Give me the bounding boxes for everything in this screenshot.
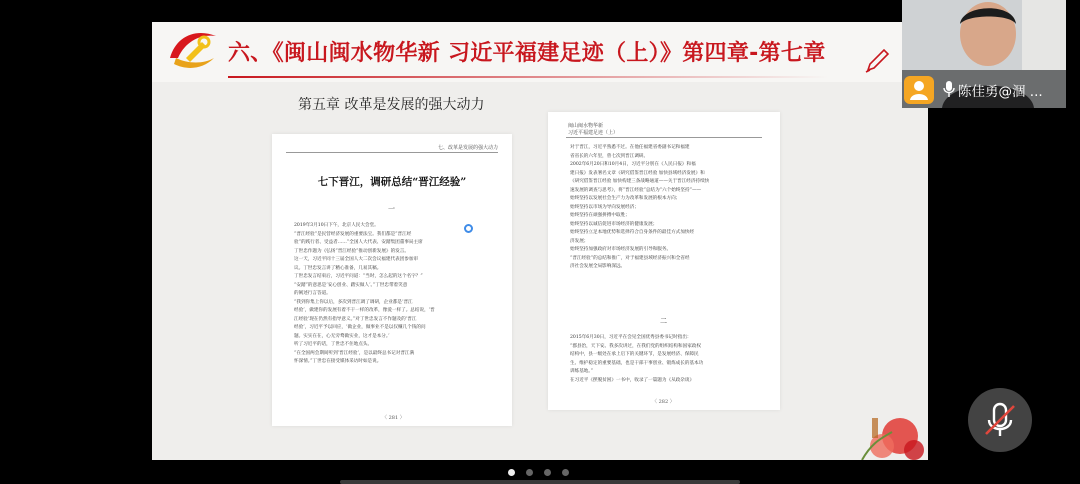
paragraph-line: 始终坚持以诚信促进市场经济的健康发展； — [570, 221, 658, 227]
paragraph-line: 生、维护稳定的重要基础，也是干部干事创业、锻炼成长的基本功 — [570, 360, 704, 366]
pen-icon — [864, 48, 890, 74]
paragraph-line: 《研究借鉴晋江经验 加快构建三条战略通道——关于晋江经济持续快 — [570, 179, 710, 184]
paragraph-line: “我到你集上你以后，多次到晋江调了调研，企业都是‘晋江 — [294, 299, 413, 305]
paragraph-line: 训练基地。” — [570, 369, 594, 374]
slide-title: 六、《闽山闽水物华新 习近平福建足迹（上）》第四章-第七章 — [228, 41, 826, 66]
paragraph-line: 在习近平《摆脱贫困》一书中，收录了一篇题为《从政杂谈》 — [570, 377, 695, 383]
paragraph-line: 经验’，做建你的发展有着不干一样的改革，像爱一样了。总结说，‘晋 — [294, 308, 435, 313]
paragraph-line: 议。丁世忠发言讲了精心准备，几易其稿。 — [294, 265, 382, 271]
body-text — [570, 144, 764, 272]
paragraph-line: “安踏”的意思是‘安心创业、踏实做人’。”丁世忠带着笑意 — [294, 282, 408, 288]
page-number: 〈 281 〉 — [382, 415, 405, 421]
paragraph-line: 2002年6月20日和10月4日，习近平分别在《人民日报》和福 — [570, 162, 696, 167]
paragraph-line: 始终坚持在顽强拼搏中取胜； — [570, 213, 630, 218]
section-number: 二 — [660, 317, 667, 325]
party-emblem-icon — [166, 28, 220, 74]
shared-slide — [152, 22, 928, 460]
body-text — [570, 334, 764, 385]
avatar — [904, 76, 934, 104]
microphone-icon — [943, 80, 955, 98]
paragraph-line: “在全国两会期间听到‘晋江经验’，是以最终总书记对晋江满 — [294, 350, 415, 356]
paragraph-line: 建日报》发表署名文章《研究借鉴晋江经验 加快县域经济发展》和 — [570, 170, 705, 176]
paragraph-line: 的阐述行言答道。 — [294, 291, 331, 296]
paragraph-line: 听了习近平的话，丁世忠不住地点头。 — [294, 342, 373, 347]
paragraph-line: 始终坚持加强政府对市场经济发展的引导和服务。 — [570, 247, 672, 252]
paragraph-line: 速发展的调查与思考》，将“晋江经验”总结为“六个始终坚持”—— — [570, 187, 702, 193]
paragraph-line: 怀深情。”丁世忠在接受媒体采访时如是说。 — [294, 359, 382, 364]
paragraph-line: 2019年3月10日下午，北京人民大会堂。 — [294, 223, 379, 228]
paragraph-line: 结构中，县一级处在承上启下的关键环节，是发展经济、保障民 — [570, 352, 699, 357]
page-dot[interactable] — [544, 469, 551, 476]
header-rule — [228, 76, 828, 78]
paragraph-line: 2015年6月30日，习近平在会见全国优秀县委书记时指出： — [570, 335, 692, 340]
decorative-flower-icon — [852, 402, 928, 460]
home-indicator — [340, 480, 740, 484]
page-rule — [566, 137, 762, 138]
user-icon — [904, 76, 934, 104]
body-text — [294, 222, 494, 367]
page-dot-active[interactable] — [508, 469, 515, 476]
paragraph-line: “晋江经验”的总结和推广，对于福建县域经济振兴和全省经 — [570, 255, 690, 261]
essay-title: 七下晋江，调研总结“晋江经验” — [317, 176, 467, 188]
pointer-cursor-icon — [464, 224, 473, 233]
paragraph-line: 江经验’现在仍然有指导意义。”对丁世忠发言不作题及的‘晋江 — [294, 316, 417, 322]
paragraph-line: 题。实实在在，心无旁骛做实业，这才是本分。’ — [294, 333, 390, 339]
paragraph-line: 丁世忠作题为《弘扬“晋江经验”推动创新发展》的发言。 — [294, 248, 409, 254]
paragraph-line: 这一天，习近平同十三届全国人大二次会议福建代表团参加审 — [294, 257, 419, 262]
book-page-right — [548, 112, 780, 410]
microphone-off-icon — [968, 388, 1032, 452]
participant-name: 陈佳勇@涸 ... — [958, 84, 1043, 100]
paragraph-line: 省省长的六年里，曾七次到晋江调研。 — [570, 153, 649, 159]
page-dot[interactable] — [562, 469, 569, 476]
running-head: 闽山闽水物华新 — [568, 123, 604, 129]
running-head: 七、改革是发展的强大动力 — [437, 145, 498, 151]
paragraph-line: 丁世忠发言结束后，习近平问道：“当时，怎么起的这个名字？” — [294, 274, 423, 279]
page-dot[interactable] — [526, 469, 533, 476]
running-subhead: 习近平福建足迹（上） — [568, 130, 619, 136]
paragraph-line: 始终坚持立足本地优势和选择符合自身条件的最佳方式加快经 — [570, 230, 695, 235]
page-number: 〈 282 〉 — [652, 399, 675, 405]
page-rule — [286, 152, 498, 153]
paragraph-line: 经验’，习近平予以回应，‘做企业，做事业不是以仅赚几个钱的问 — [294, 325, 426, 330]
paragraph-line: “晋江经验”是民营经济发展的重要法宝。我们都是“晋江经 — [294, 231, 412, 237]
paragraph-line: 济发展； — [570, 238, 589, 244]
paragraph-line: 验”的践行者、受益者……”全国人大代表、安踏集团董事局主席 — [294, 240, 423, 245]
paragraph-line: 始终坚持以发展社会生产力为改革和发展的根本方向； — [570, 196, 681, 201]
page-indicator[interactable] — [508, 468, 578, 478]
section-number: 一 — [388, 205, 395, 213]
paragraph-line: 对于晋江，习近平熟悉不过。在他任福建省委副书记和福建 — [570, 145, 690, 150]
paragraph-line: 始终坚持以市场为导向发展经济； — [570, 204, 639, 210]
chapter-heading: 第五章 改革是发展的强大动力 — [298, 97, 485, 113]
book-page-left — [272, 134, 512, 426]
paragraph-line: 济社会发展全局影响深远。 — [570, 264, 626, 269]
slide-header — [152, 22, 928, 82]
mute-microphone-button[interactable] — [968, 388, 1032, 452]
paragraph-line: “郡县治，天下安。我多次讲过，在我们党的组织结构和国家政权 — [570, 343, 701, 349]
